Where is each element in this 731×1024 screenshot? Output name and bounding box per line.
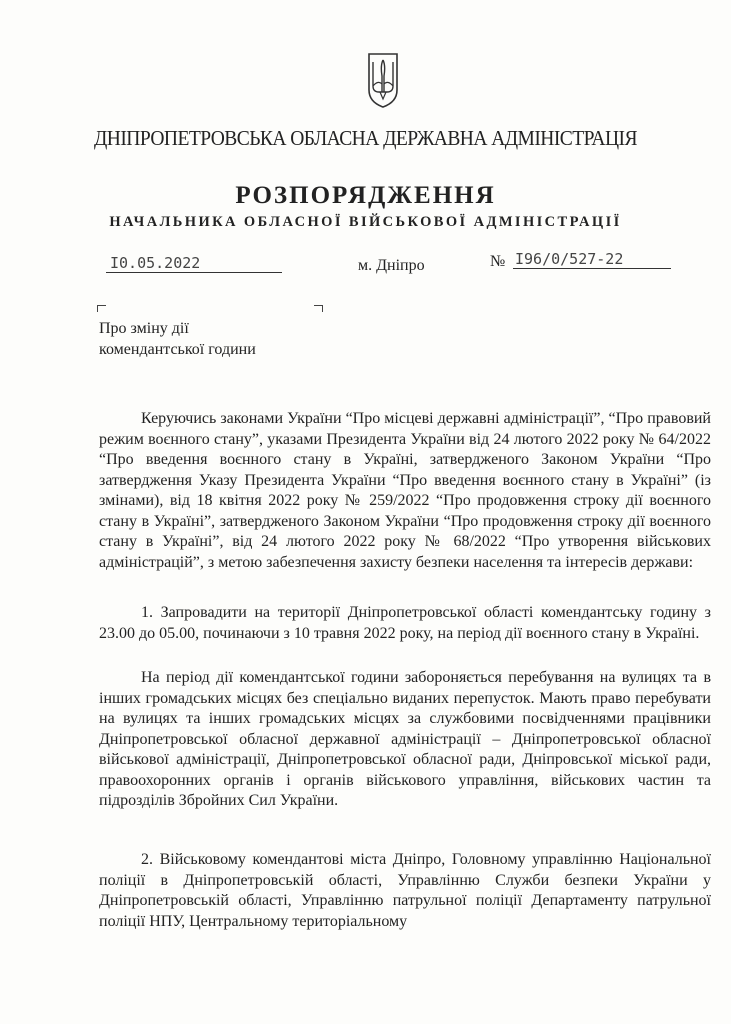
- item-2-paragraph: 2. Військовому комендантові міста Дніпро, Головному управлінню Національної поліції в Дніпропетровській області, Управлінню Служби безпеки України у Дніпропетровській області, Управлінню патрульної поліції Департаменту патрульної поліції НПУ, Центральному територіальному: [99, 851, 711, 930]
- document-issuer: НАЧАЛЬНИКА ОБЛАСНОЇ ВІЙСЬКОВОЇ АДМІНІСТРАЦІЇ: [109, 214, 622, 230]
- document-city: м. Дніпро: [358, 257, 425, 274]
- document-number: I96/0/527-22: [513, 250, 671, 269]
- preamble-paragraph: Керуючись законами України “Про місцеві державні адміністрації”, “Про правовий режим воєнного стану”, указами Президента України від 24 лютого 2022 року № 64/2022 “Про введення воєнного стану в Україні, затвердженого Законом України “Про затвердження Указу Президента України “Про введення воєнного стану в Україні” (із змінами), від 18 квітня 2022 року № 259/2022 “Про продовження строку дії воєнного стану в Україні”, затвердженого Законом України “Про продовження строку дії воєнного стану в Україні”, від 24 лютого 2022 року № 68/2022 “Про утворення військових адміністрацій”, з метою забезпечення захисту безпеки населення та інтересів держави:: [99, 410, 711, 571]
- document-title: РОЗПОРЯДЖЕННЯ: [235, 182, 496, 209]
- subject-line: Про зміну дії: [99, 320, 189, 337]
- subject-bracket-right: [314, 305, 323, 312]
- organization-name: ДНІПРОПЕТРОВСЬКА ОБЛАСНА ДЕРЖАВНА АДМІНІСТРАЦІЯ: [94, 126, 637, 150]
- subject-bracket-left: [97, 305, 106, 312]
- subject-line: комендантської години: [99, 341, 256, 358]
- number-label: №: [490, 253, 506, 270]
- trident-emblem-icon: [366, 52, 400, 108]
- item-1-detail-paragraph: На період дії комендантської години забороняється перебування на вулицях та в інших громадських місцях без спеціально виданих перепусток. Мають право перебувати на вулицях та інших громадських місцях за службовими посвідченнями працівники Дніпропетровської обласної державної адміністрації – Дніпропетровської обласної військової адміністрації, Дніпропетровської обласної ради, Дніпровської міської ради, правоохоронних органів і органів військового управління, військових частин та підрозділів Збройних Сил України.: [99, 669, 711, 809]
- item-1-paragraph: 1. Запровадити на території Дніпропетровської області комендантську годину з 23.00 до 05.00, починаючи з 10 травня 2022 року, на період дії воєнного стану в Україні.: [99, 604, 711, 642]
- document-date: I0.05.2022: [106, 254, 282, 273]
- document-subject: [99, 318, 256, 360]
